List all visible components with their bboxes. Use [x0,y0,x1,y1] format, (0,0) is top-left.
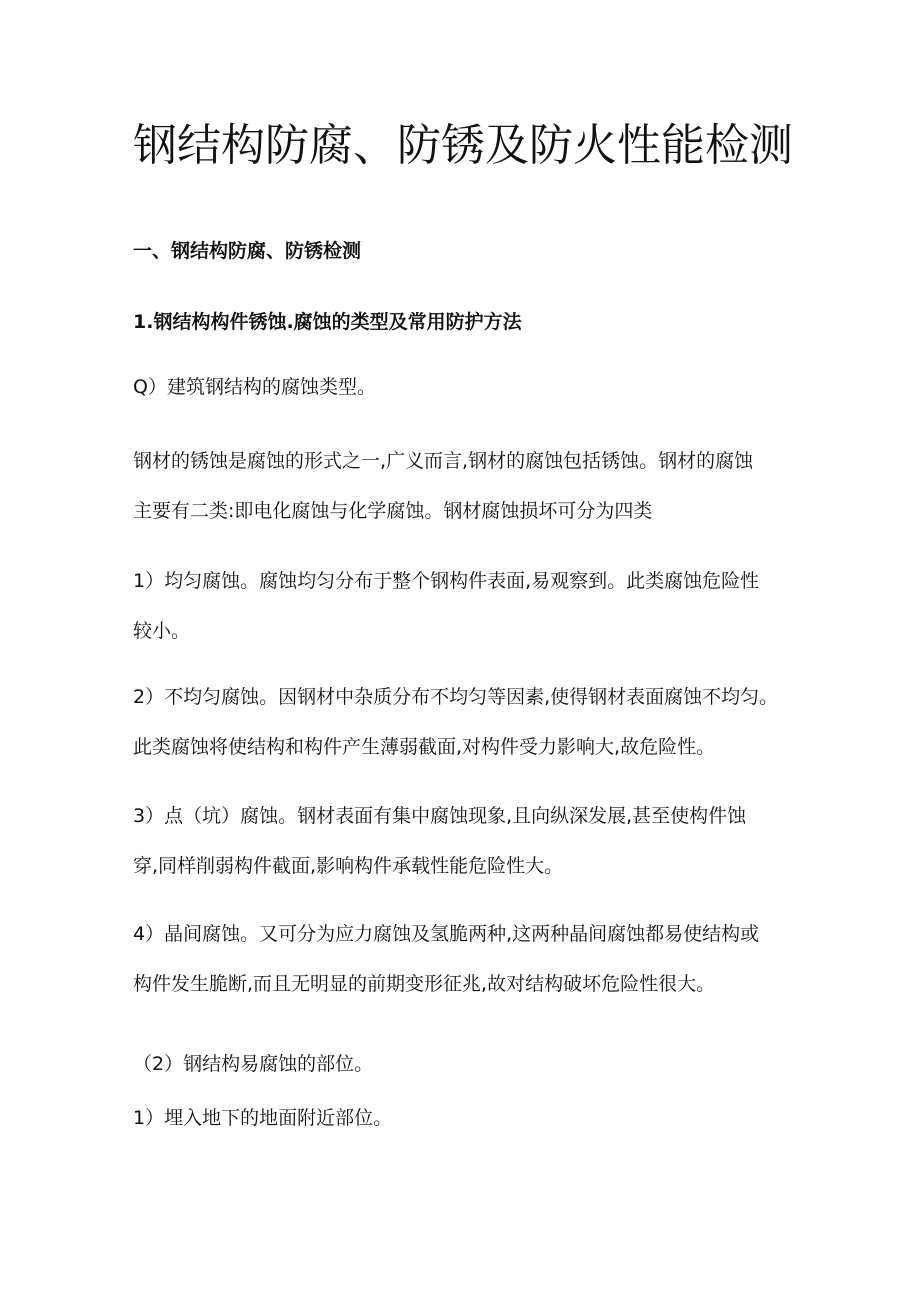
intro-line-1: 钢材的锈蚀是腐蚀的形式之一,广义而言,钢材的腐蚀包括锈蚀。钢材的腐蚀 [133,450,754,472]
item-2-line-1: 2）不均匀腐蚀。因钢材中杂质分布不均匀等因素,使得钢材表面腐蚀不均匀。 [133,686,779,708]
question-text: Q）建筑钢结构的腐蚀类型。 [133,376,376,398]
item-3-line-2: 穿,同样削弱构件截面,影响构件承载性能危险性大。 [133,855,564,877]
item-4-paragraph [133,909,793,1009]
location-1-paragraph [133,1093,793,1143]
item-3-line-1: 3）点（坑）腐蚀。钢材表面有集中腐蚀现象,且向纵深发展,甚至使构件蚀 [133,805,747,827]
document-title: 钢结构防腐、防锈及防火性能检测 [133,120,793,171]
location-1-text: 1）埋入地下的地面附近部位。 [133,1107,393,1129]
item-4-line-2: 构件发生脆断,而且无明显的前期变形征兆,故对结构破坏危险性很大。 [133,973,716,995]
subsection-heading: 1.钢结构构件锈蚀.腐蚀的类型及常用防护方法 [133,311,522,333]
question-paragraph [133,362,793,412]
item-4-line-1: 4）晶间腐蚀。又可分为应力腐蚀及氢脆两种,这两种晶间腐蚀都易使结构或 [133,923,760,945]
item-1-paragraph [133,556,793,656]
item-2-line-2: 此类腐蚀将使结构和构件产生薄弱截面,对构件受力影响大,故危险性。 [133,736,716,758]
item-1-line-1: 1）均匀腐蚀。腐蚀均匀分布于整个钢构件表面,易观察到。此类腐蚀危险性 [133,570,760,592]
item-3-paragraph [133,791,793,891]
intro-line-2: 主要有二类:即电化腐蚀与化学腐蚀。钢材腐蚀损坏可分为四类 [133,500,653,522]
section-heading: 一、钢结构防腐、防锈检测 [133,240,362,262]
question-2-text: （2）钢结构易腐蚀的部位。 [133,1053,374,1075]
item-2-paragraph [133,672,793,772]
item-1-line-2: 较小。 [133,620,191,642]
intro-paragraph [133,436,793,536]
question-2-paragraph [133,1039,793,1089]
